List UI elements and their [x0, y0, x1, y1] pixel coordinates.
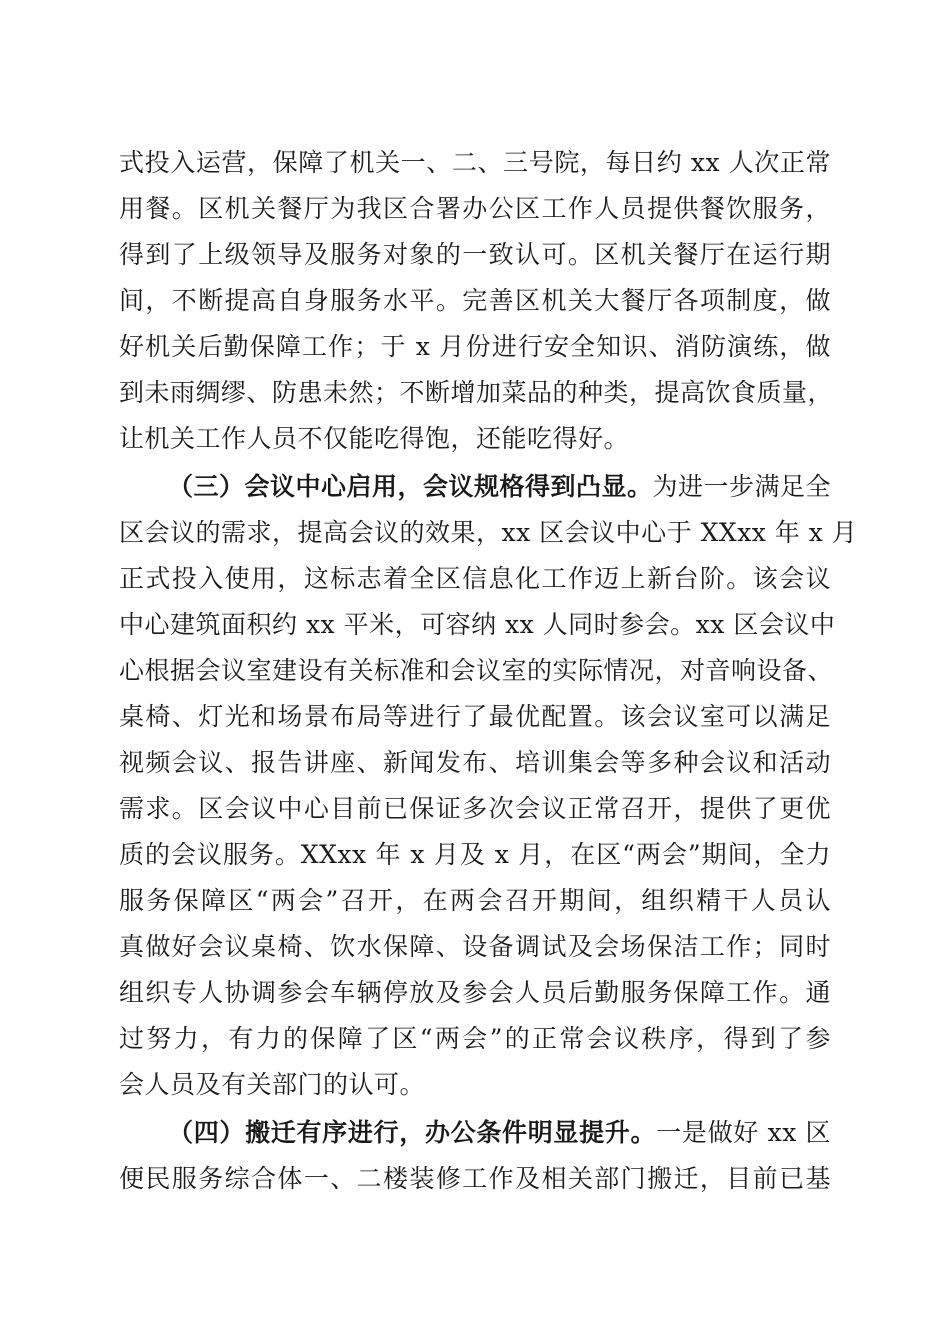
paragraph-2-heading: （三）会议中心启用，会议规格得到凸显。 — [168, 472, 653, 501]
paragraph-1-line-4: 间，不断提高自身服务水平。完善区机关大餐厅各项制度，做 — [119, 286, 831, 315]
paragraph-2-line-10: 服务保障区“两会”召开，在两会召开期间，组织精干人员认 — [119, 886, 831, 915]
paragraph-1-line-7: 让机关工作人员不仅能吃得饱，还能吃得好。 — [119, 424, 630, 453]
paragraph-2-line-13: 过努力，有力的保障了区“两会”的正常会议秩序，得到了参 — [119, 1024, 831, 1053]
paragraph-3-first-line-rest: 一是做好 xx 区 — [656, 1118, 831, 1147]
paragraph-2-line-8: 需求。区会议中心目前已保证多次会议正常召开，提供了更优 — [119, 794, 831, 823]
paragraph-2-line-3: 正式投入使用，这标志着全区信息化工作迈上新台阶。该会议 — [119, 564, 831, 593]
paragraph-2-line-7: 视频会议、报告讲座、新闻发布、培训集会等多种会议和活动 — [119, 748, 831, 777]
paragraph-2-line-6: 桌椅、灯光和场景布局等进行了最优配置。该会议室可以满足 — [119, 702, 831, 731]
paragraph-2-line-12: 组织专人协调参会车辆停放及参会人员后勤服务保障工作。通 — [119, 978, 831, 1007]
paragraph-1-line-1: 式投入运营，保障了机关一、二、三号院，每日约 xx 人次正常 — [119, 148, 831, 177]
paragraph-1-line-5: 好机关后勤保障工作；于 x 月份进行安全知识、消防演练，做 — [119, 332, 831, 361]
paragraph-2-line-9: 质的会议服务。XXxx 年 x 月及 x 月，在区“两会”期间，全力 — [119, 840, 831, 869]
paragraph-3-line-2: 便民服务综合体一、二楼装修工作及相关部门搬迁，目前已基 — [119, 1164, 831, 1193]
paragraph-3-heading: （四）搬迁有序进行，办公条件明显提升。 — [168, 1118, 657, 1147]
paragraph-3-line-1 — [168, 1113, 831, 1153]
paragraph-2-line-11: 真做好会议桌椅、饮水保障、设备调试及会场保洁工作；同时 — [119, 932, 831, 961]
paragraph-2-line-4: 中心建筑面积约 xx 平米，可容纳 xx 人同时参会。xx 区会议中 — [119, 610, 836, 639]
paragraph-1-line-2: 用餐。区机关餐厅为我区合署办公区工作人员提供餐饮服务， — [119, 194, 831, 223]
paragraph-2-line-1 — [168, 467, 831, 507]
paragraph-1-line-3: 得到了上级领导及服务对象的一致认可。区机关餐厅在运行期 — [119, 240, 831, 269]
paragraph-2-line-2: 区会议的需求，提高会议的效果，xx 区会议中心于 XXxx 年 x 月 — [119, 518, 858, 547]
paragraph-1-line-6: 到未雨绸缪、防患未然；不断增加菜品的种类，提高饮食质量， — [119, 378, 834, 407]
paragraph-2-line-5: 心根据会议室建设有关标准和会议室的实际情况，对音响设备、 — [119, 656, 834, 685]
paragraph-2-first-line-rest: 为进一步满足全 — [652, 472, 832, 501]
paragraph-2-line-14: 会人员及有关部门的认可。 — [119, 1070, 426, 1099]
